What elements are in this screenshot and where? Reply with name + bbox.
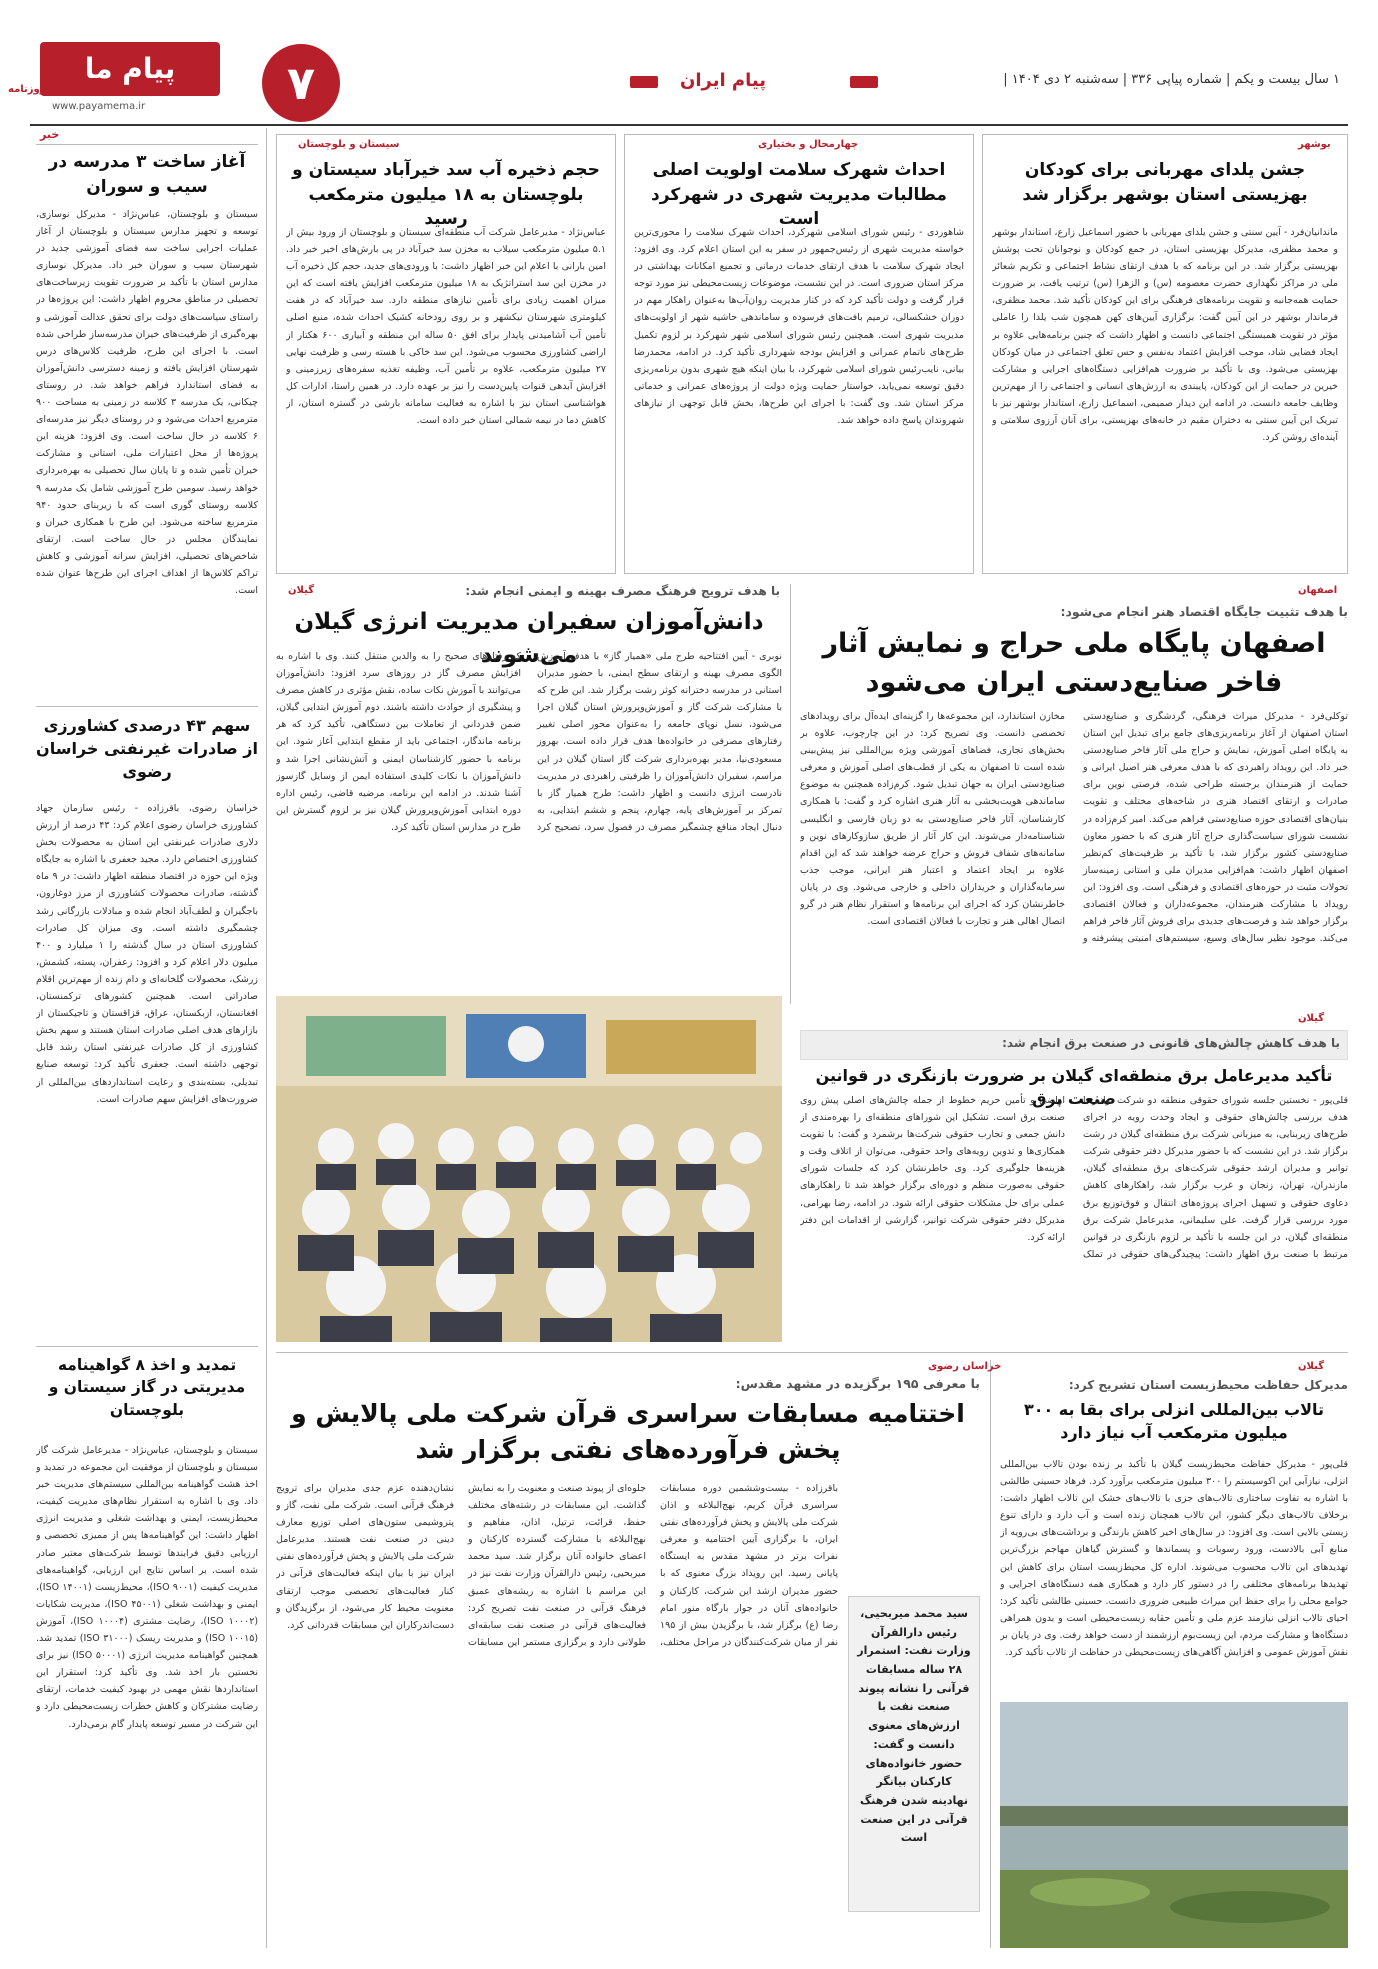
news-column-header: خبر [40,128,60,141]
esfahan-body: توکلی‌فرد - مدیرکل میراث فرهنگی، گردشگری و صنایع‌دستی استان اصفهان از آغاز برنامه‌ریزی‌های جامع برای تبدیل این استان به پایگاه اصلی آموزش، نمایش و حراج ملی آثار فاخر صنایع‌دستی خبر داد. این رویداد راهبردی که با هدف معرفی هنر اصیل ایرانی و حمایت از هنرمندان برجسته طراحی شده، فرصتی نوین برای صادرات و ارتقای اقتصاد هنری در شاخه‌های مختلف و تقویت بنیان‌های اقتصادی حوزه صنایع‌دستی فراهم می‌کند. امیر کرم‌زاده در نشست شورای سیاست‌گذاری حراج آثار هنری که با حضور معاون صنایع‌دستی کشور برگزار شد، با تأکید بر ظرفیت‌های کم‌نظیر اصفهان اظهار داشت: هم‌افزایی مدیران ملی و استانی زمینه‌ساز تحولات مثبت در حوزه‌های اقتصادی و فرهنگی است. وی افزود: این رویداد با مشارکت هنرمندان، مجموعه‌داران و فعالان اقتصادی برگزار خواهد شد و فرصت‌های جدیدی برای فروش آثار فاخر فراهم می‌کند. موجود نظیر سال‌های وسیع، سیستم‌های امنیتی پیشرفته و مخازن استاندارد، این مجموعه‌ها را گزینه‌ای ایده‌آل برای رویدادهای تخصصی دانست. وی تصریح کرد: در این چارچوب، علاوه بر بخش‌های تجاری، فضاهای آموزشی ویژه بین‌المللی نیز پیش‌بینی شده است تا اصفهان به یکی از قطب‌های اصلی آموزش و معرفی صنایع‌دستی ایران به جهان تبدیل شود. کرم‌زاده همچنین به موضوع ساماندهی هویت‌بخشی به آثار هنری اشاره کرد و گفت: با همکاری کارشناسان، آثار فاخر صنایع‌دستی به دو زبان فارسی و انگلیسی شناسنامه‌دار می‌شوند. این کار آثار از طریق سازوکارهای نوین و سامانه‌های شفاف فروش و حراج عرضه خواهند شد که این اقدام علاوه بر ایجاد اعتماد و اعتبار هنر ایرانی، موجب جذب سرمایه‌گذاران و خریداران داخلی و خارجی می‌شود. وی در پایان خاطرنشان کرد که اجرای این برنامه‌ها و استقرار نظام هنر در گرو اتصال اهالی هنر و تجارت با فعالان اقتصادی است. [800,711,1348,945]
left-article-1-title: آغاز ساخت ۳ مدرسه در سیب و سوران [48,152,246,197]
top-article-2-title: احداث شهرک سلامت اولویت اصلی مطالبات مدیریت شهری در شهرکرد است [651,160,947,230]
esfahan-separator [790,584,791,1004]
khorasan-body: باقرزاده - بیست‌وششمین دوره مسابقات سراسری قرآن کریم، نهج‌البلاغه و اذان شرکت ملی پالایش و پخش فرآورده‌های نفتی ایران، با برگزاری آیین اختتامیه و معرفی نفرات برتر در مشهد مقدس به ایستگاه پایانی رسید. این رویداد بزرگ معنوی که با حضور مدیران ارشد این شرکت، کارکنان و خانواده‌های آنان در جوار بارگاه منور امام رضا (ع) برگزار شد، با برگزیدن بیش از ۱۹۵ نفر از میان شرکت‌کنندگان در مراحل مختلف، جلوه‌ای از پیوند صنعت و معنویت را به نمایش گذاشت. این مسابقات در رشته‌های مختلف حفظ، قرائت، ترتیل، اذان، مفاهیم و نهج‌البلاغه با مشارکت گسترده کارکنان و اعضای خانواده آنان برگزار شد. سید محمد میربحیی، رئیس دارالقرآن وزارت نفت نیز در این مراسم با اشاره به ریشه‌های عمیق فرهنگ قرآنی در صنعت نفت تصریح کرد: فعالیت‌های قرآنی در صنعت نفت سابقه‌ای طولانی دارد و برگزاری مستمر این مسابقات نشان‌دهنده عزم جدی مدیران برای ترویج فرهنگ قرآنی است. شرکت ملی نفت، گاز و پتروشیمی ستون‌های اصلی توزیع معارف دینی در صنعت نفت هستند. مدیرعامل شرکت ملی پالایش و پخش فرآورده‌های نفتی ایران نیز با بیان اینکه فعالیت‌های قرآنی در کنار فعالیت‌های تخصصی موجب ارتقای معنویت محیط کار می‌شود، از برگزیدگان و دست‌اندرکاران این مسابقات قدردانی کرد. [276,1483,838,1648]
esfahan-kicker: با هدف تثبیت جایگاه اقتصاد هنر انجام می‌شود: [1060,604,1348,619]
left-article-2-body: خراسان رضوی، باقرزاده - رئیس سازمان جهاد کشاورزی خراسان رضوی اعلام کرد: ۴۳ درصد از ارزش دلاری صادرات غیرنفتی این استان به محصولات بخش کشاورزی اختصاص دارد. مجید جعفری با اشاره به جایگاه ویژه این حوزه در اقتصاد منطقه اظهار داشت: در ۹ ماه گذشته، صادرات محصولات کشاورزی از مرز دوغارون، باجگیران و لطف‌آباد انجام شده و مبادلات بازرگانی رشد چشمگیری داشته است. وی میزان کل صادرات کشاورزی استان در سال گذشته را ۱ میلیارد و ۴۰۰ میلیون دلار اعلام کرد و افزود: زعفران، پسته، کشمش، زرشک، محصولات گلخانه‌ای و دام زنده از مهم‌ترین اقلام صادراتی است. همچنین کشورهای ترکمنستان، افغانستان، ازبکستان، عراق، قزاقستان و تاجیکستان از بازارهای هدف اصلی صادرات استان هستند و سهم بخش کشاورزی از کل صادرات غیرنفتی استان رشد قابل توجهی داشته است. جعفری تأکید کرد: توسعه صنایع تبدیلی، بسته‌بندی و رعایت استانداردهای بین‌المللی از ضرورت‌های افزایش سهم صادرات است. [36,803,258,1105]
left-divider-2 [36,1346,258,1347]
top-article-2-body: شاهوردی - رئیس شورای اسلامی شهرکرد، احداث شهرک سلامت را محوری‌ترین خواسته مدیریت شهری از رئیس‌جمهور در سفر به این استان اعلام کرد. وی افزود: ایجاد شهرک سلامت با هدف ارتقای خدمات درمانی و تجمیع امکانات بهداشتی در مرکز استان ضروری است. در این نشست، موضوعات زیست‌محیطی نیز مورد توجه قرار گرفت و دولت تأکید کرد که در کنار مدیریت روان‌آب‌ها به‌عنوان راهکار مهم در دوران خشکسالی، ترمیم بافت‌های فرسوده و ساماندهی حاشیه شهر از اولویت‌های مدیریت شهری است. همچنین رئیس شورای اسلامی شهر شهرکرد بر لزوم تکمیل طرح‌های ناتمام عمرانی و افزایش بودجه شهرداری تأکید کرد. در ادامه، محمدرضا بیانی، نایب‌رئیس شورای اسلامی شهرکرد، با بیان اینکه هیچ شهری بدون برنامه‌ریزی دقیق توسعه نمی‌یابد، خواستار حمایت ویژه دولت از پروژه‌های عمرانی و خدماتی مرکز استان شد. وی گفت: با اجرای این طرح‌ها، بخش قابل توجهی از نیازهای شهروندان پاسخ داده خواهد شد. [634,227,964,427]
gilan-law-kicker: با هدف کاهش چالش‌های قانونی در صنعت برق انجام شد: [1002,1036,1340,1050]
gilan-law-tag: گیلان [1298,1013,1325,1024]
issue-line: ۱ سال بیست و یکم | شماره پیاپی ۳۳۶ | سه‌شنبه ۲ دی ۱۴۰۴ | [1003,72,1340,87]
khorasan-tag: خراسان رضوی [928,1361,1002,1372]
masthead [0,0,1378,128]
page-number: ۷ [262,44,340,122]
left-article-3-body: سیستان و بلوچستان، عباس‌نژاد - مدیرعامل شرکت گاز سیستان و بلوچستان از موفقیت این مجموعه در تمدید و اخذ هشت گواهینامه بین‌المللی سیستم‌های مدیریت خبر داد. وی با اشاره به استقرار نظام‌های مدیریت کیفیت، محیط‌زیست، ایمنی و بهداشت شغلی و مدیریت انرژی اظهار داشت: این گواهینامه‌ها پس از ممیزی تخصصی و ارزیابی دقیق فرایندها توسط شرکت‌های معتبر صادر شده است. بر اساس نتایج این ارزیابی، گواهینامه‌های مدیریت کیفیت (ISO ۹۰۰۱)، محیط‌زیست (ISO ۱۴۰۰۱)، ایمنی و بهداشت شغلی (ISO ۴۵۰۰۱)، مدیریت شکایات (ISO ۱۰۰۰۲)، رضایت مشتری (ISO ۱۰۰۰۴)، آموزش (ISO ۱۰۰۱۵) و مدیریت ریسک (ISO ۳۱۰۰۰) تمدید شد. همچنین گواهینامه مدیریت انرژی (ISO ۵۰۰۰۱) نیز برای نخستین بار اخذ شد. وی تأکید کرد: استقرار این استانداردها نقش مهمی در بهبود کیفیت خدمات، ارتقای رضایت مشترکان و کاهش خطرات زیست‌محیطی دارد و این شرکت در مسیر توسعه پایدار گام برمی‌دارد. [36,1445,258,1730]
top-article-3-tag: بوشهر [1298,139,1331,150]
top-article-3-body: ماندانیان‌فرد - آیین سنتی و جشن یلدای مهربانی با حضور اسماعیل زارع، استاندار بوشهر و محمد مظفری، مدیرکل بهزیستی استان، در جمع کودکان و نوجوانان تحت پوشش بهزیستی برگزار شد. در این برنامه که با هدف ارتقای نشاط اجتماعی و تکریم شعائر ملی در مراکز نگهداری حضرت معصومه (س) و الزهرا (س) ترتیب یافت، بر ضرورت حمایت همه‌جانبه و تقویت برنامه‌های فرهنگی برای این کودکان تأکید شد. محمد مظفری، فرماندار بوشهر در این آیین گفت: برگزاری آیین‌های کهن همچون شب یلدا را عاملی مؤثر در تقویت همبستگی اجتماعی دانست و اظهار داشت که چنین برنامه‌هایی علاوه بر ایجاد فضایی شاد، موجب افزایش اعتماد به‌نفس و حس تعلق اجتماعی در میان کودکان بهزیستی می‌شود. وی با تأکید بر ضرورت هم‌افزایی دستگاه‌های اجرایی و مشارکت خیرین در حمایت از این کودکان، پایبندی به ارزش‌های انسانی و اجتماعی را از مهم‌ترین وظایف جامعه دانست. در ادامه این دیدار صمیمی، اسماعیل زارع، استاندار بوشهر نیز با تبریک این آیین سنتی به دختران مقیم در خانه‌های بهزیستی، برای آنان آرزوی سلامتی و آینده‌ای روشن کرد. [992,227,1338,444]
top-article-1-body: عباس‌نژاد - مدیرعامل شرکت آب منطقه‌ای سیستان و بلوچستان از ورود بیش از ۵.۱ میلیون مترمکعب سیلاب به مخزن سد خیرآباد در پی بارش‌های اخیر خبر داد. امین بارانی با اعلام این خبر اظهار داشت: با ورودی‌های جدید، حجم کل ذخیره آب در مخزن این سد استراتژیک به ۱۸ میلیون مترمکعب افزایش یافته است که این میزان اهمیت زیادی برای تأمین نیازهای منطقه دارد. سد خیرآباد که در هفت کیلومتری شهرستان نیکشهر و بر روی رودخانه کشیک احداث شده، منبع اصلی تأمین آب آشامیدنی پایدار برای افق ۵۰ ساله این منطقه و آبیاری ۶۰۰ هکتار از اراضی کشاورزی محسوب می‌شود. این سد خاکی با هسته رسی و ظرفیت نهایی ۲۷ میلیون مترمکعب، علاوه بر تأمین آب، وظیفه تغذیه سفره‌های زیرزمینی و افزایش آبدهی قنوات پایین‌دست را نیز بر عهده دارد. در همین راستا، ادارات کل هواشناسی استان نیز با اشاره به فعالیت سامانه بارشی در گستره استان، از کاهش دما در نیمه شمالی استان خبر داده است. [286,227,606,427]
logo-tagline: روزنامه [8,84,46,95]
top-article-1-title: حجم ذخیره آب سد خیرآباد سیستان و بلوچستان به ۱۸ میلیون مترمکعب رسید [292,160,600,230]
top-article-2-tag: چهارمحال و بختیاری [758,139,859,150]
gilan-talab-tag: گیلان [1298,1361,1325,1372]
classroom-photo-graphic [276,996,782,1342]
gilan-talab-body: قلی‌پور - مدیرکل حفاظت محیط‌زیست گیلان با تأکید بر زنده بودن تالاب بین‌المللی انزلی، نیازآبی این اکوسیستم را ۳۰۰ میلیون مترمکعب برآورد کرد. فرهاد حسینی طالشی با اشاره به تفاوت ساختاری تالاب‌های جزی با تالاب‌های خشک این تالاب اظهار داشت: برخلاف تالاب‌های دیگر کشور، این تالاب همچنان زنده است و آب دارد و دارای تنوع زیستی بالایی است. وی افزود: در سال‌های اخیر کاهش بارندگی و برداشت‌های بی‌رویه از منابع آبی بالادست، ورود رسوبات و پسماندها و گسترش گیاهان مهاجم بزرگ‌ترین تهدیدهای این تالاب محسوب می‌شوند. اداره کل محیط‌زیست استان برای کاهش این تهدیدها برنامه‌های مختلفی را در دستور کار دارد و همکاری همه دستگاه‌های اجرایی و جوامع محلی را برای حفظ این میراث طبیعی ضروری دانست. حسینی طالشی تأکید کرد: احیای تالاب انزلی نیازمند عزم ملی و تأمین حقابه زیست‌محیطی است و بدون همراهی دستگاه‌ها و مشارکت مردم، این زیست‌بوم ارزشمند از دست خواهد رفت. وی در پایان بر نقش آموزش عمومی و افزایش آگاهی‌های زیست‌محیطی در حفاظت از تالاب تأکید کرد. [1000,1459,1348,1659]
top-article-1-tag: سیستان و بلوچستان [298,139,400,150]
gilan-talab-title: تالاب بین‌المللی انزلی برای بقا به ۳۰۰ میلیون مترمکعب آب نیاز دارد [1023,1400,1325,1443]
section-title: پیام ایران [680,70,766,91]
classroom-photo [276,996,782,1342]
column-separator [266,128,267,1948]
gilan-energy-body: نوبری - آیین افتتاحیه طرح ملی «همیار گاز» با هدف آموزش الگوی مصرف بهینه و ارتقای سطح ایمنی، با حضور مدیران استانی در مدرسه دخترانه کوثر رشت برگزار شد. این طرح که با مشارکت شرکت گاز و آموزش‌وپرورش استان گیلان اجرا می‌شود، نسل نوپای جامعه را به‌عنوان محور اصلی تغییر رفتارهای مصرفی در خانواده‌ها هدف قرار داده است. بهروز مسعودی‌نیا، مدیر بهره‌برداری شرکت گاز استان گیلان در این مراسم، سفیران دانش‌آموزان را ظرفیتی راهبردی در مدیریت نادرست انرژی دانست و اظهار داشت: طرح همیار گاز با تمرکز بر آموزش‌های پایه، چهارم، پنجم و ششم ابتدایی، به دنبال ایجاد منافع چشمگیر مصرف در فصول سرد، تصحیح کرد که رفتارهای صحیح را به والدین منتقل کنند. وی با اشاره به افزایش مصرف گاز در روزهای سرد افزود: دانش‌آموزان می‌توانند با آموزش نکات ساده، نقش مؤثری در کاهش مصرف و پیشگیری از حوادث داشته باشند. دوم آموزش ابتدایی گیلان، ضمن قدردانی از تعاملات بین دستگاهی، تأکید کرد که هر برنامه ماندگار، اجتماعی باید از مقطع ابتدایی آغاز شود. این برنامه با حضور کارشناسان ایمنی و آتش‌نشانی اجرا شد و دانش‌آموزان با نکات کلیدی استفاده ایمن از وسایل گازسوز آشنا شدند. در ادامه این برنامه، مرضیه قاضی، رئیس اداره دوره ابتدایی آموزش‌وپرورش گیلان نیز بر لزوم گسترش این طرح در مدارس استان تأکید کرد. [276,651,782,833]
left-divider-1 [36,706,258,707]
news-column-rule [36,144,258,145]
esfahan-title: اصفهان پایگاه ملی حراج و نمایش آثار فاخر صنایع‌دستی ایران می‌شود [822,628,1326,699]
website-url[interactable]: www.payamema.ir [52,101,146,112]
left-article-2-title: سهم ۴۳ درصدی کشاورزی از صادرات غیرنفتی خراسان رضوی [36,716,258,782]
gilan-talab-kicker: مدیرکل حفاظت محیط‌زیست استان تشریح کرد: [1068,1378,1348,1392]
masthead-rule [30,124,1348,126]
nav-prev-button[interactable] [630,76,658,88]
lagoon-photo-graphic [1000,1702,1348,1948]
lower-divider [276,1352,1348,1353]
gilan-law-body: قلی‌پور - نخستین جلسه شورای حقوقی منطقه دو شرکت توانیر با هدف بررسی چالش‌های حقوقی و ایجاد وحدت رویه در اجرای طرح‌های زیربنایی، به میزبانی شرکت برق منطقه‌ای گیلان در رشت برگزار شد. در این نشست که با حضور مدیرکل دفتر حقوقی شرکت توانیر و مدیران ارشد حقوقی شرکت‌های برق منطقه‌ای گیلان، مازندران، تهران، زنجان و غرب برگزار شد، راهکارهای کاهش دعاوی حقوقی و تسهیل اجرای پروژه‌های انتقال و فوق‌توزیع برق مورد بررسی قرار گرفت. علی سلیمانی، مدیرعامل شرکت برق منطقه‌ای گیلان، در این جلسه با تأکید بر لزوم بازنگری در قوانین مرتبط با صنعت برق اظهار داشت: پیچیدگی‌های حقوقی در تملک اراضی و تأمین حریم خطوط از جمله چالش‌های اصلی پیش روی صنعت برق است. تشکیل این شوراهای منطقه‌ای را بهره‌مندی از دانش جمعی و تجارب حقوقی شرکت‌ها برشمرد و گفت: با تقویت همکاری‌ها و تدوین رویه‌های واحد حقوقی، می‌توان از اتلاف وقت و هزینه‌ها جلوگیری کرد. وی خاطرنشان کرد که جلسات شورای حقوقی به‌صورت منظم و دوره‌ای برگزار خواهد شد تا راهکارهای عملی برای حل مشکلات حقوقی ارائه شود. در ادامه، رضا بهرامی، مدیرکل دفتر حقوقی شرکت توانیر، گزارشی از اقدامات این دفتر ارائه کرد. [800,1095,1348,1260]
gilan-energy-tag: گیلان [288,585,315,596]
gilan-energy-kicker: با هدف ترویج فرهنگ مصرف بهینه و ایمنی انجام شد: [465,584,780,598]
newspaper-logo: پیام ما [40,42,220,96]
esfahan-tag: اصفهان [1298,585,1338,596]
gilan-energy-title: دانش‌آموزان سفیران مدیریت انرژی گیلان می‌شوند [294,609,764,669]
khorasan-title: اختتامیه مسابقات سراسری قرآن شرکت ملی پالایش و پخش فرآورده‌های نفتی برگزار شد [291,1399,965,1465]
khorasan-kicker: با معرفی ۱۹۵ برگزیده در مشهد مقدس: [735,1376,980,1391]
top-article-3-title: جشن یلدای مهربانی برای کودکان بهزیستی استان بوشهر برگزار شد [1022,160,1308,205]
left-article-1-body: سیستان و بلوچستان، عباس‌نژاد - مدیرکل نوسازی، توسعه و تجهیز مدارس سیستان و بلوچستان از آغاز عملیات اجرایی ساخت سه فضای آموزشی جدید در شهرستان سیب و سوران خبر داد. مدیرکل نوسازی مدارس استان با تأکید بر ضرورت تقویت زیرساخت‌های تحصیلی در مناطق محروم اظهار داشت: این پروژه‌ها در راستای سیاست‌های دولت برای تحقق عدالت آموزشی و بهره‌گیری از ظرفیت‌های خیران مدرسه‌ساز طراحی شده است. با اجرای این طرح، ظرفیت کلاس‌های درس شهرستان افزایش یافته و زمینه دسترسی دانش‌آموزان به فضای استاندارد فراهم خواهد شد. در روستای چیکانی، یک مدرسه ۳ کلاسه در زمینی به مساحت ۹۰۰ مترمربع احداث می‌شود و در روستای دیگر نیز مدرسه‌ای ۶ کلاسه در حال ساخت است. وی افزود: هزینه این پروژه‌ها از محل اعتبارات ملی، استانی و مشارکت خیران تأمین شده و تا پایان سال تحصیلی به بهره‌برداری خواهد رسید. سومین طرح آموزشی شامل یک مدرسه ۹ کلاسه روستای گوری است که با زیربنای حدود ۹۴۰ مترمربع ساخته می‌شود. این طرح با همکاری خیران و نمایندگان مجلس در حال ساخت است. ارتقای شاخص‌های تحصیلی، افزایش سرانه آموزشی و کاهش تراکم کلاس‌ها از اهداف اجرای این طرح‌ها عنوان شده است. [36,209,258,597]
talab-separator [990,1360,991,1948]
left-article-3-title: تمدید و اخذ ۸ گواهینامه مدیریتی در گاز سیستان و بلوچستان [48,1356,246,1419]
nav-next-button[interactable] [850,76,878,88]
anzali-lagoon-photo [1000,1702,1348,1948]
quote-caption: سید محمد میربحیی، رئیس دارالقرآن وزارت نفت: استمرار ۲۸ ساله مسابقات قرآنی را نشانه پیوند صنعت نفت با ارزش‌های معنوی دانست و گفت: حضور خانواده‌های کارکنان بیانگر نهادینه شدن فرهنگ قرآنی در این صنعت است [848,1596,980,1912]
gilan-law-title: تأکید مدیرعامل برق منطقه‌ای گیلان بر ضرورت بازنگری در قوانین صنعت برق [815,1066,1333,1109]
